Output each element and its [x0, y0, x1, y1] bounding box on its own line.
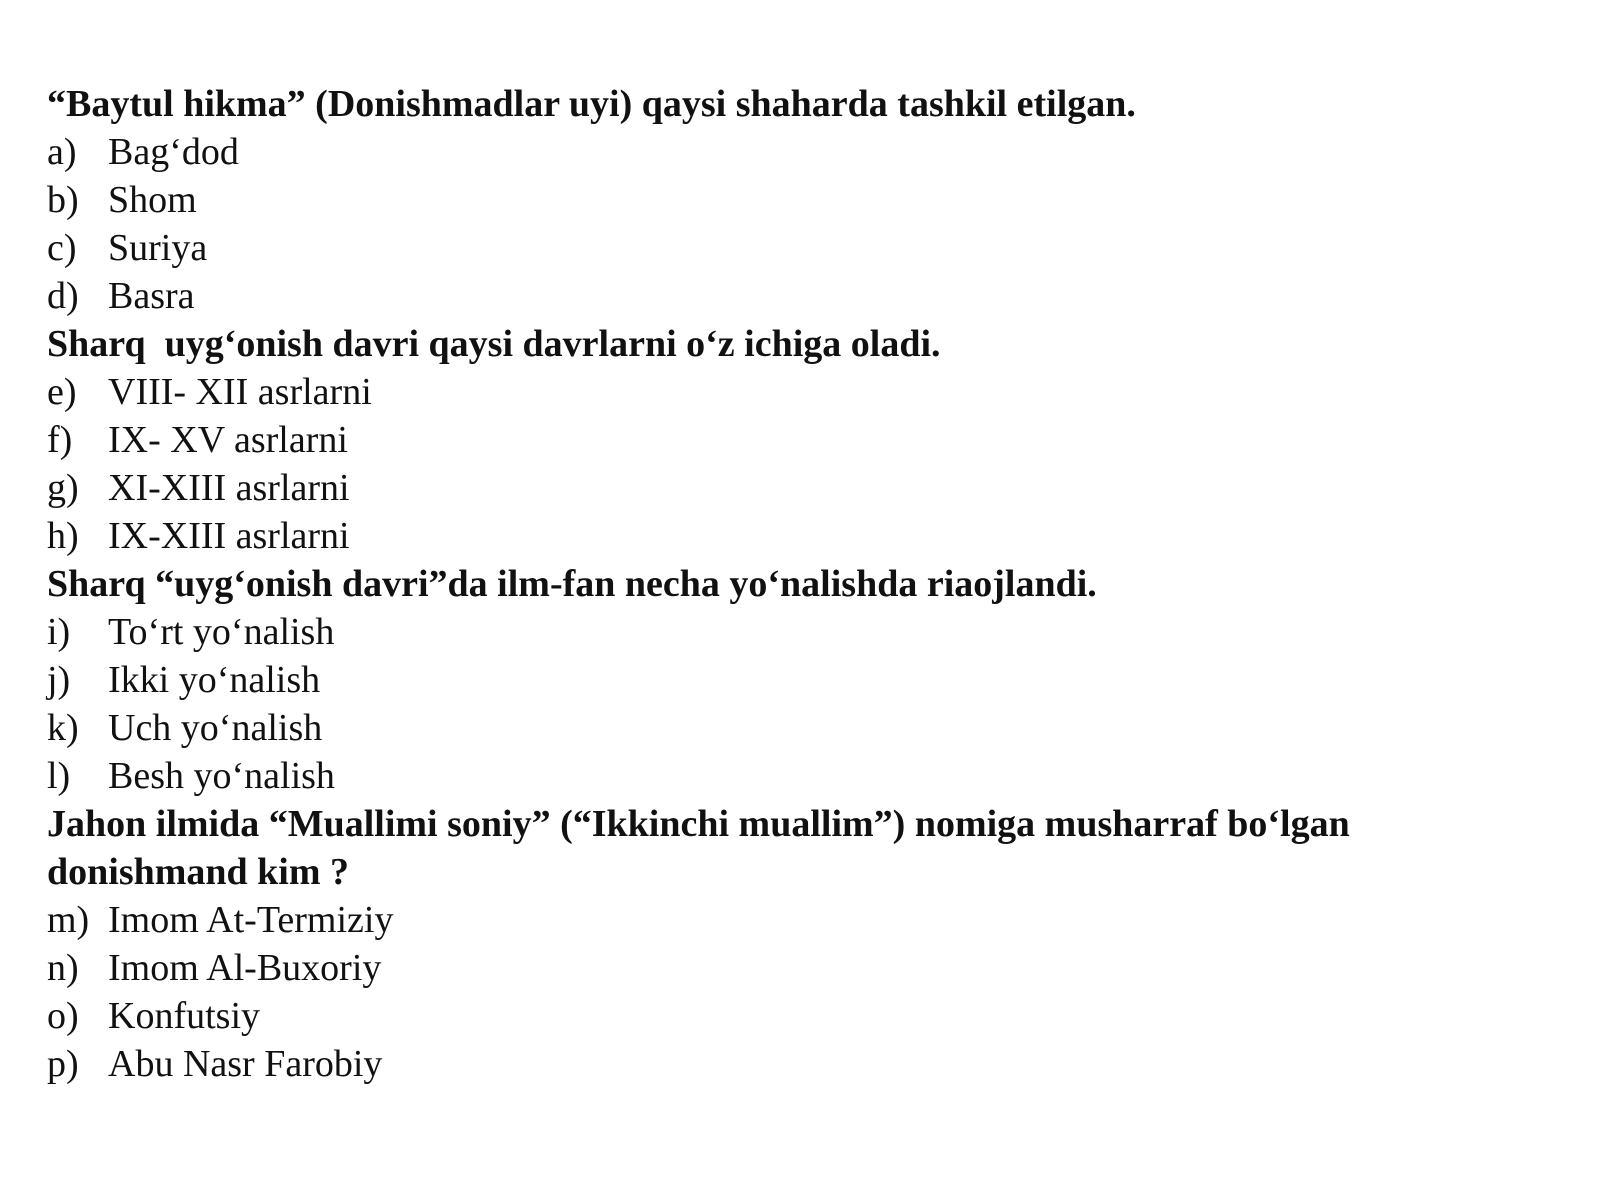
- option-letter: c): [47, 227, 77, 269]
- option-text: Ikki yo‘nalish: [108, 659, 321, 701]
- option-letter: j): [47, 659, 71, 701]
- option-text: Uch yo‘nalish: [108, 707, 323, 749]
- answer-options: [47, 896, 1557, 1088]
- option-letter: n): [47, 947, 79, 989]
- option-text: Shom: [108, 179, 197, 221]
- answer-option: [47, 944, 1557, 992]
- option-text: IX- XV asrlarni: [108, 419, 348, 461]
- option-letter: g): [47, 467, 79, 509]
- option-letter: d): [47, 275, 79, 317]
- answer-option: [47, 896, 1557, 944]
- option-text: Besh yo‘nalish: [108, 755, 335, 797]
- question-block: [47, 80, 1557, 320]
- question-block: [47, 800, 1557, 1088]
- option-text: Basra: [108, 275, 195, 317]
- question-block: [47, 560, 1557, 800]
- option-text: To‘rt yo‘nalish: [108, 611, 335, 653]
- option-letter: b): [47, 179, 79, 221]
- answer-option: [47, 224, 1557, 272]
- option-text: IX-XIII asrlarni: [108, 515, 350, 557]
- question-text: Sharq “uyg‘onish davri”da ilm-fan necha yo‘nalishda riaojlandi.: [47, 563, 1097, 605]
- question-text: Jahon ilmida “Muallimi soniy” (“Ikkinchi muallim”) nomiga musharraf bo‘lgan donishmand kim ?: [47, 803, 1350, 893]
- option-letter: f): [47, 419, 73, 461]
- question-block: [47, 320, 1557, 560]
- answer-option: [47, 656, 1557, 704]
- answer-option: [47, 464, 1557, 512]
- option-text: VIII- XII asrlarni: [108, 371, 372, 413]
- option-letter: m): [47, 899, 90, 941]
- option-letter: o): [47, 995, 79, 1037]
- answer-option: [47, 512, 1557, 560]
- option-letter: i): [47, 611, 71, 653]
- answer-options: [47, 608, 1557, 800]
- option-letter: e): [47, 371, 77, 413]
- answer-option: [47, 176, 1557, 224]
- answer-option: [47, 416, 1557, 464]
- answer-options: [47, 368, 1557, 560]
- option-letter: k): [47, 707, 79, 749]
- option-text: Bag‘dod: [108, 131, 239, 173]
- answer-option: [47, 608, 1557, 656]
- option-text: Abu Nasr Farobiy: [108, 1043, 383, 1085]
- option-text: XI-XIII asrlarni: [108, 467, 350, 509]
- option-letter: a): [47, 131, 77, 173]
- answer-options: [47, 128, 1557, 320]
- option-text: Suriya: [108, 227, 208, 269]
- answer-option: [47, 752, 1557, 800]
- question-text: “Baytul hikma” (Donishmadlar uyi) qaysi shaharda tashkil etilgan.: [47, 83, 1136, 125]
- answer-option: [47, 272, 1557, 320]
- option-letter: p): [47, 1043, 79, 1085]
- option-text: Imom Al-Buxoriy: [108, 947, 382, 989]
- option-text: Imom At-Termiziy: [108, 899, 394, 941]
- option-text: Konfutsiy: [108, 995, 260, 1037]
- answer-option: [47, 368, 1557, 416]
- option-letter: l): [47, 755, 71, 797]
- question-text: Sharq uyg‘onish davri qaysi davrlarni o‘z ichiga oladi.: [47, 323, 941, 365]
- answer-option: [47, 1040, 1557, 1088]
- answer-option: [47, 992, 1557, 1040]
- quiz-document: [47, 80, 1557, 1088]
- answer-option: [47, 128, 1557, 176]
- answer-option: [47, 704, 1557, 752]
- option-letter: h): [47, 515, 79, 557]
